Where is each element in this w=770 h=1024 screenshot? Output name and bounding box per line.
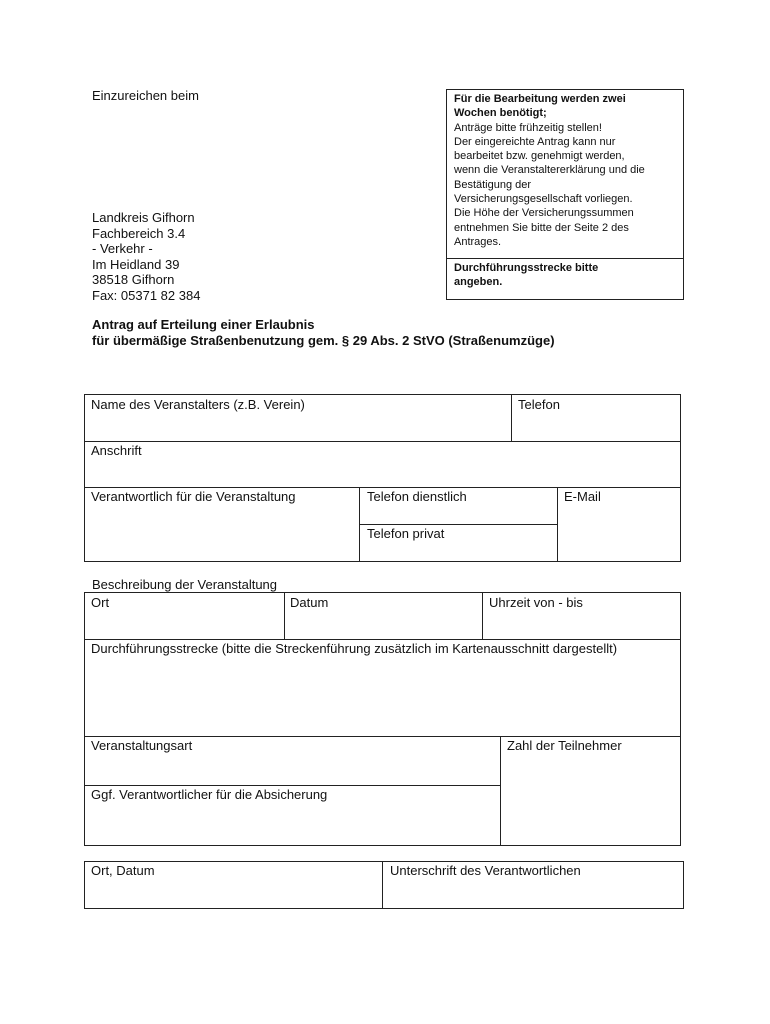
route-note: angeben.: [454, 276, 503, 289]
table-line: [482, 593, 483, 639]
table-line: [85, 441, 680, 442]
event-date-field[interactable]: Datum: [290, 595, 329, 610]
table-line: [500, 736, 501, 845]
table-line: [359, 524, 557, 525]
organizer-name-field[interactable]: Name des Veranstalters (z.B. Verein): [91, 397, 305, 412]
event-table: [84, 592, 681, 846]
submit-intro: Einzureichen beim: [92, 88, 199, 103]
signature-table: [84, 861, 684, 909]
notice-line: Antrages.: [454, 235, 502, 248]
address-line: 38518 Gifhorn: [92, 272, 175, 288]
notice-line: Der eingereichte Antrag kann nur: [454, 135, 616, 148]
notice-line: wenn die Veranstaltererklärung und die: [454, 164, 645, 177]
address-line: - Verkehr -: [92, 241, 153, 257]
phone-private-field[interactable]: Telefon privat: [367, 526, 445, 541]
notice-line: entnehmen Sie bitte der Seite 2 des: [454, 221, 629, 234]
notice-divider: [447, 258, 683, 259]
title-line: Antrag auf Erteilung einer Erlaubnis: [92, 317, 315, 332]
signature-field[interactable]: Unterschrift des Verantwortlichen: [390, 863, 581, 878]
notice-heading: Für die Bearbeitung werden zwei: [454, 93, 626, 105]
participants-field[interactable]: Zahl der Teilnehmer: [507, 738, 622, 753]
event-type-field[interactable]: Veranstaltungsart: [91, 738, 193, 753]
table-line: [85, 736, 680, 737]
email-field[interactable]: E-Mail: [564, 489, 601, 504]
event-time-field[interactable]: Uhrzeit von - bis: [489, 595, 583, 610]
address-line: Fachbereich 3.4: [92, 225, 186, 241]
application-title: [92, 317, 555, 348]
title-line: für übermäßige Straßenbenutzung gem. § 29 Abs. 2 StVO (Straßenumzüge): [92, 332, 555, 348]
address-field[interactable]: Anschrift: [91, 443, 142, 458]
table-line: [85, 487, 680, 488]
table-line: [382, 862, 383, 908]
event-place-field[interactable]: Ort: [91, 595, 110, 610]
table-line: [511, 395, 512, 441]
table-line: [284, 593, 285, 639]
address-line: Landkreis Gifhorn: [92, 210, 195, 225]
notice-line: Bestätigung der: [454, 178, 532, 191]
route-field[interactable]: Durchführungsstrecke (bitte die Streckenführung zusätzlich im Kartenausschnitt dargestellt): [91, 641, 618, 656]
table-line: [85, 639, 680, 640]
responsible-person-field[interactable]: Verantwortlich für die Veranstaltung: [91, 489, 296, 504]
phone-field[interactable]: Telefon: [518, 397, 560, 412]
notice-line: Die Höhe der Versicherungssummen: [454, 207, 634, 220]
notice-line: Anträge bitte frühzeitig stellen!: [454, 121, 602, 134]
security-responsible-field[interactable]: Ggf. Verantwortlicher für die Absicherung: [91, 787, 328, 802]
table-line: [557, 487, 558, 561]
table-line: [85, 785, 500, 786]
processing-notice-box: [446, 89, 684, 300]
notice-heading: Wochen benötigt;: [454, 107, 547, 120]
address-line: Fax: 05371 82 384: [92, 287, 201, 303]
organizer-table: [84, 394, 681, 562]
address-line: Im Heidland 39: [92, 256, 180, 272]
recipient-address: [92, 210, 200, 304]
place-date-field[interactable]: Ort, Datum: [91, 863, 155, 878]
phone-work-field[interactable]: Telefon dienstlich: [367, 489, 467, 504]
event-heading: Beschreibung der Veranstaltung: [92, 577, 278, 592]
notice-line: Versicherungsgesellschaft vorliegen.: [454, 193, 633, 206]
route-note: Durchführungsstrecke bitte: [454, 262, 599, 274]
notice-line: bearbeitet bzw. genehmigt werden,: [454, 150, 625, 163]
